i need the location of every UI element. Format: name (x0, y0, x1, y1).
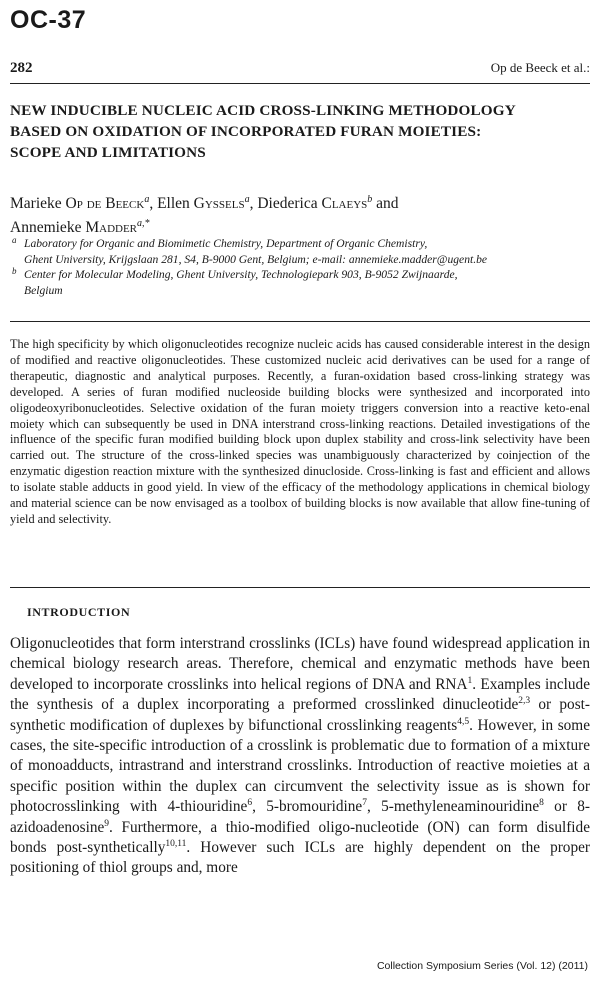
author: Ellen Gyssels$^a$, (157, 194, 258, 213)
author: Diederica Claeys$^b$ and (257, 194, 399, 213)
citation-mark: 4,5 (457, 716, 470, 727)
intro-text-run: or 8-azidoadenosine (10, 798, 590, 836)
paper-title (10, 100, 588, 163)
footer-citation: Collection Symposium Series (Vol. 12) (2011) (376, 960, 588, 972)
intro-text-run: . However such ICLs are highly dependent on the proper positioning of thiol groups and, more (10, 839, 590, 877)
running-head: Op de Beeck et al.: (490, 60, 590, 75)
intro-text-run: . Examples include the synthesis of a duplex incorporating a preformed crosslinked dinucleotide (10, 675, 590, 714)
citation-mark: 9 (104, 818, 110, 829)
affiliations (10, 236, 590, 298)
author: Annemieke Madder$^{a,*}$ (10, 218, 150, 237)
introduction-text (10, 634, 590, 879)
author-list (10, 190, 590, 238)
affiliation: a Laboratory for Organic and Biomimetic Chemistry, Department of Organic Chemistry, Ghent University, Krijgslaan 281, S4, B-9000 Gent, Belgium; e-mail: annemieke.madder@ugent.be (12, 235, 488, 266)
affiliation-mark: a (12, 235, 17, 245)
affiliation: b Center for Molecular Modeling, Ghent University, Technologiepark 903, B-9052 Zwijnaarde, Belgium (12, 266, 458, 297)
abstract-code-label: OC-37 (10, 6, 87, 34)
intro-text-run: . However, in some cases, the site-specific introduction of a crosslink is problematic due to formation of a mixture of monoadducts, intrastrand and interstrand crosslinks. Introduction of reactive moieties at a specific position within the duplex can circumvent the selectivity issue as is shown for photocrosslinking with 4-thiouridine (10, 716, 590, 816)
author: Marieke Op de Beeck$^a$, (10, 194, 158, 213)
title-line: NEW INDUCIBLE NUCLEIC ACID CROSS-LINKING METHODOLOGY (10, 102, 516, 119)
abstract-bottom-rule (10, 587, 590, 588)
intro-text-run: , 5-bromouridine (252, 798, 363, 816)
affiliation-mark: b (12, 266, 17, 276)
citation-mark: 7 (362, 798, 367, 809)
intro-text-run: Oligonucleotides that form interstrand crosslinks (ICLs) have found widespread application in chemical biology research areas. Therefore, chemical and enzymatic methods have been developed to incorporate crosslinks into helical regions of DNA and RNA (10, 635, 590, 693)
title-line: BASED ON OXIDATION OF INCORPORATED FURAN MOIETIES: (10, 123, 482, 140)
title-line: SCOPE AND LIMITATIONS (10, 144, 206, 161)
citation-mark: 8 (539, 798, 544, 809)
header-rule (10, 83, 590, 84)
abstract-text: The high specificity by which oligonucleotides recognize nucleic acids has caused considerable interest in the design of modified and reactive oligonucleotides. These customized nucleic acid derivatives can be used for a range of therapeutic, diagnostic and analytical purposes. Recently, a furan-oxidation based cross-linking strategy was developed. A series of furan modified nucleoside building blocks were synthesized and incorporated into oligodeoxyribonucleotides. Selective oxidation of the furan moiety triggers conversion into a reactive keto-enal moiety which can subsequently be used in DNA interstrand cross-linking reactions. Detailed investigations of the influence of the specific furan modified building block upon duplex stability and cross-link selectivity have been carried out. The structure of the cross-linked species was unambiguously characterized by coinjection of the enzymatic digestion reaction mixture with the synthesized dinucloside. Cross-linking is fast and efficient and allows to isolate stable adducts in good yield. In view of the efficacy of the methodology applications in chemical biology and material science can be now envisaged as a toolbox of building blocks is now available that allow fine-tuning of yield and selectivity. (10, 337, 590, 526)
page-number: 282 (10, 60, 33, 76)
intro-text-run: , 5-methyleneaminouridine (366, 798, 540, 816)
citation-mark: 10,11 (165, 838, 187, 849)
citation-mark: 1 (467, 675, 473, 686)
intro-text-run: or post-synthetic modification of duplexes by bifunctional crosslinking reagents (10, 696, 590, 734)
intro-text-run: . Furthermore, a thio-modified oligo-nucleotide (ON) can form disulfide bonds post-synthetically (10, 818, 590, 857)
citation-mark: 2,3 (518, 696, 531, 707)
section-heading: INTRODUCTION (27, 605, 131, 619)
abstract-top-rule (10, 321, 590, 322)
citation-mark: 6 (247, 798, 253, 809)
page-header (10, 60, 590, 77)
